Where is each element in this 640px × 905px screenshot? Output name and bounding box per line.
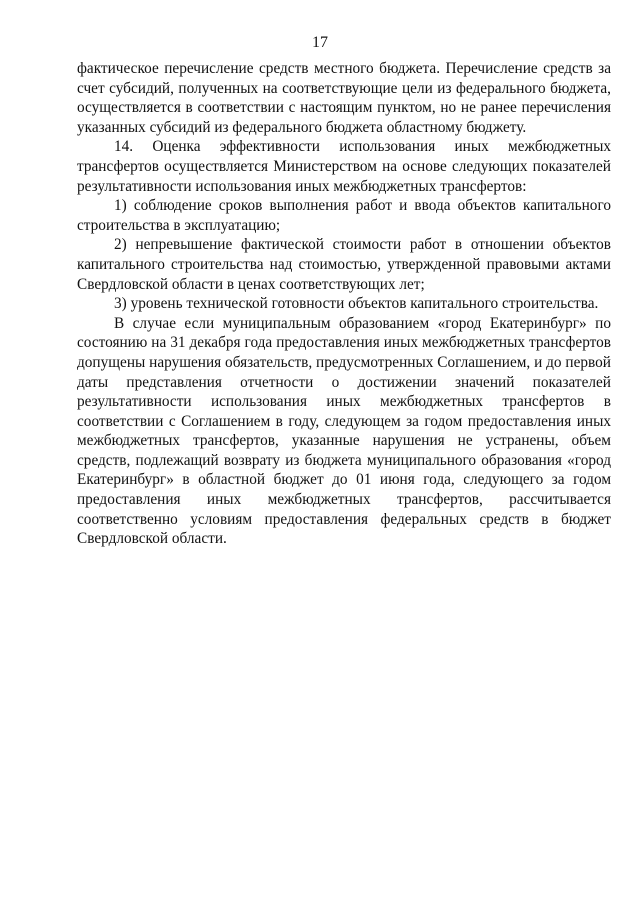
page-number: 17: [312, 34, 328, 51]
paragraph-indicator-1: 1) соблюдение сроков выполнения работ и ввода объектов капитального строительства в эксплуатацию;: [77, 197, 611, 234]
document-body: [77, 59, 611, 549]
paragraph-item-14: 14. Оценка эффективности использования иных межбюджетных трансфертов осуществляется Министерством на основе следующих показателей результативности использования иных межбюджетных трансфертов:: [77, 138, 611, 195]
paragraph-refund-conditions: В случае если муниципальным образованием «город Екатеринбург» по состоянию на 31 декабря года предоставления иных межбюджетных трансфертов допущены нарушения обязательств, предусмотренных Соглашением, и до первой даты представления отчетности о достижении значений показателей результативности использования иных межбюджетных трансфертов в соответствии с Соглашением в году, следующем за годом предоставления иных межбюджетных трансфертов, указанные нарушения не устранены, объем средств, подлежащий возврату из бюджета муниципального образования «город Екатеринбург» в областной бюджет до 01 июня года, следующего за годом предоставления иных межбюджетных трансфертов, рассчитывается соответственно условиям предоставления федеральных средств в бюджет Свердловской области.: [77, 314, 611, 548]
paragraph-indicator-3: 3) уровень технической готовности объектов капитального строительства.: [114, 295, 599, 313]
paragraph-continuation: фактическое перечисление средств местного бюджета. Перечисление средств за счет субсидий, полученных на соответствующие цели из федерального бюджета, осуществляется в соответствии с настоящим пунктом, но не ранее перечисления указанных субсидий из федерального бюджета областному бюджету.: [77, 60, 611, 136]
paragraph-indicator-2: 2) непревышение фактической стоимости работ в отношении объектов капитального строительства над стоимостью, утвержденной правовыми актами Свердловской области в ценах соответствующих лет;: [77, 236, 611, 293]
